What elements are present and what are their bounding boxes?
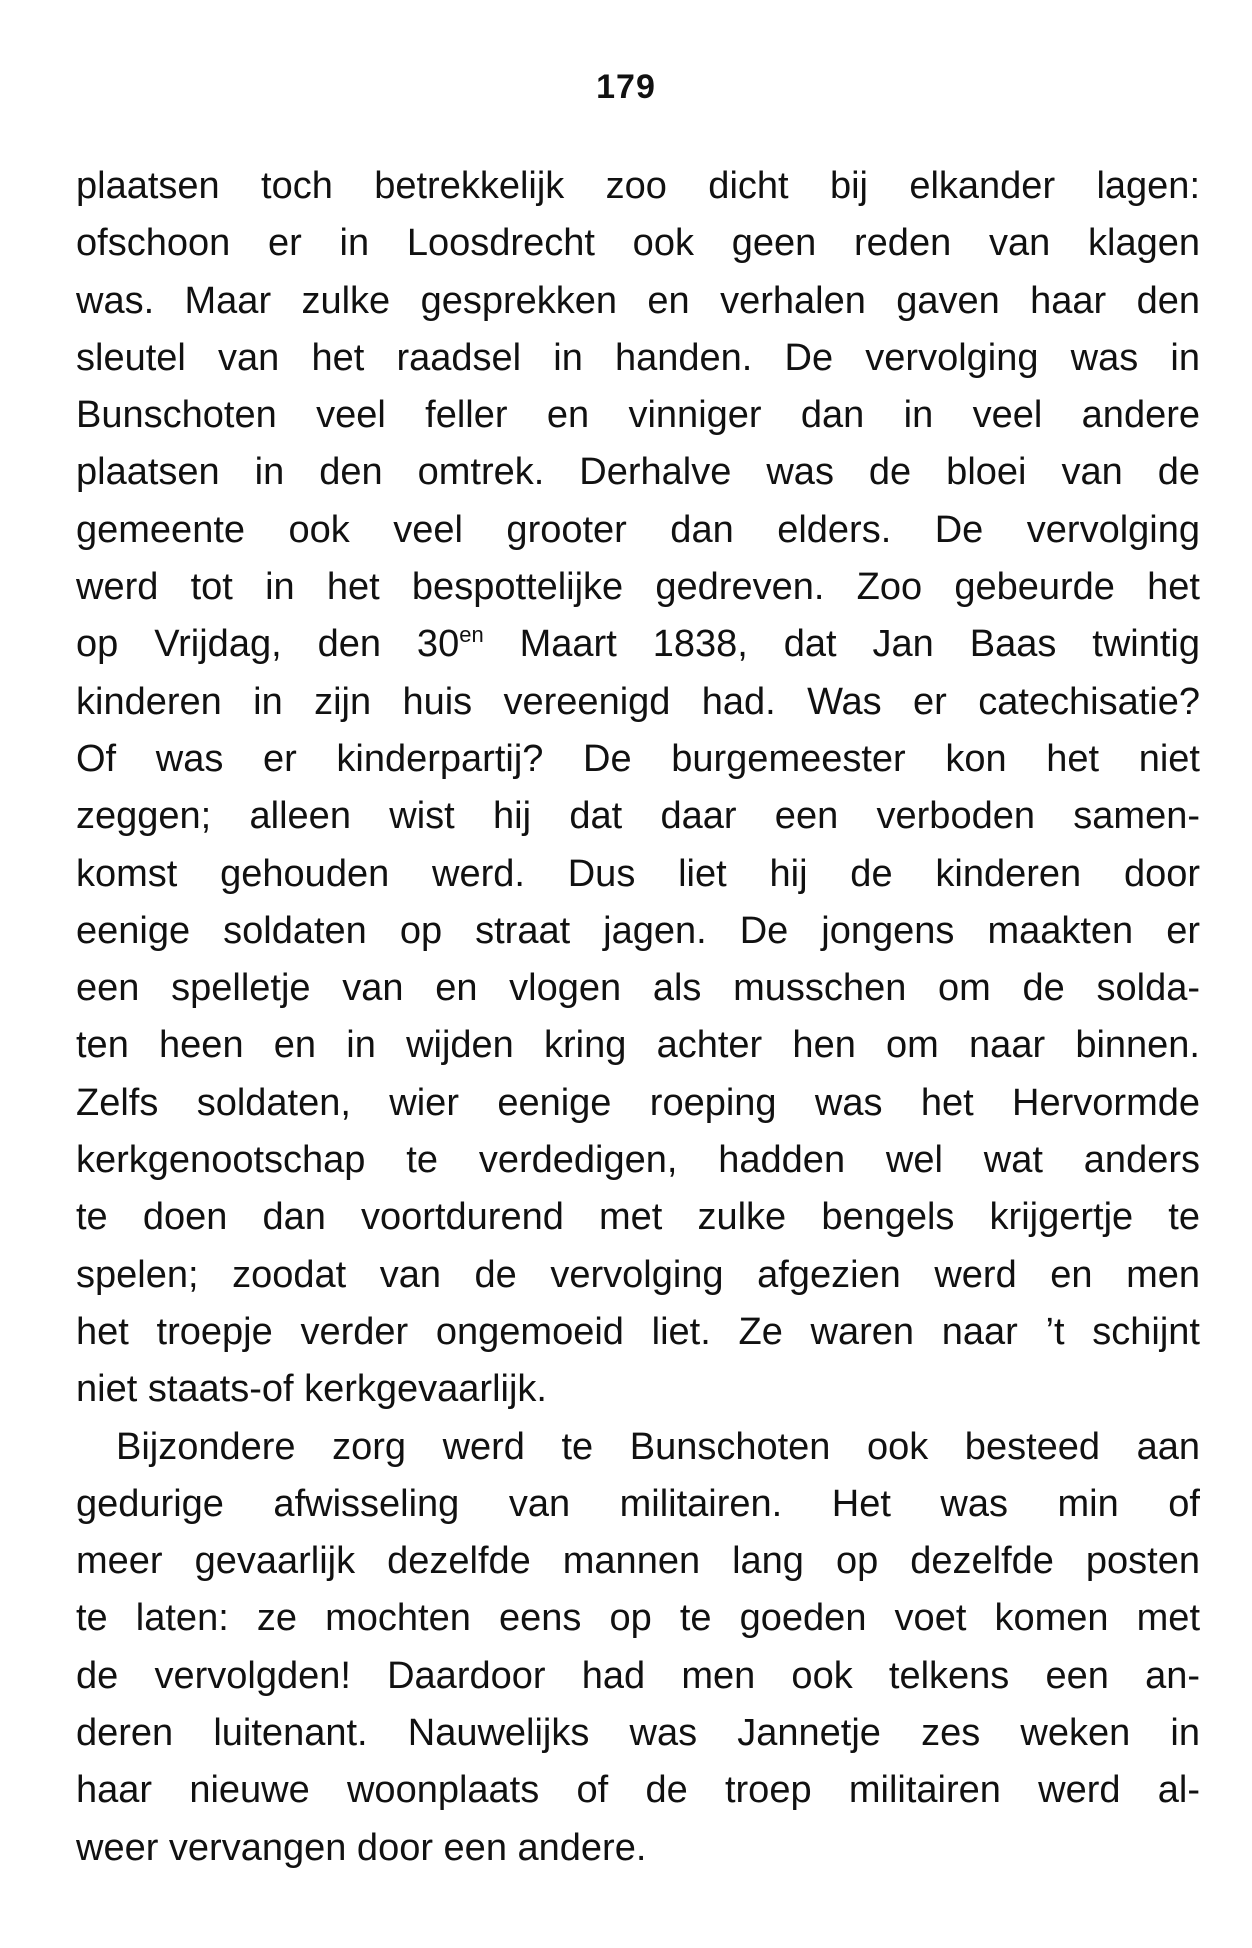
text-line: haar nieuwe woonplaats of de troep militairen werd al- — [76, 1769, 1200, 1812]
text-line: kinderen in zijn huis vereenigd had. Was er catechisatie? — [76, 680, 1200, 723]
text-line: Zelfs soldaten, wier eenige roeping was het Hervormde — [76, 1081, 1200, 1124]
text-line: kerkgenootschap te verdedigen, hadden wel wat anders — [76, 1139, 1200, 1182]
text-line: sleutel van het raadsel in handen. De vervolging was in — [76, 336, 1200, 379]
text-line: niet staats-of kerkgevaarlijk. — [76, 1368, 547, 1411]
text-line: spelen; zoodat van de vervolging afgezien werd en men — [76, 1253, 1200, 1296]
text-line: deren luitenant. Nauwelijks was Jannetje zes weken in — [76, 1712, 1200, 1755]
paragraph-1 — [76, 158, 1200, 1419]
text-line: plaatsen in den omtrek. Derhalve was de bloei van de — [76, 451, 1200, 494]
text-line: ofschoon er in Loosdrecht ook geen reden van klagen — [76, 222, 1200, 265]
text-line: was. Maar zulke gesprekken en verhalen gaven haar den — [76, 279, 1200, 322]
text-line: te doen dan voortdurend met zulke bengels krijgertje te — [76, 1196, 1200, 1239]
text-line-with-superscript — [76, 616, 1200, 673]
text-line: plaatsen toch betrekkelijk zoo dicht bij elkander lagen: — [76, 165, 1200, 207]
text-line: te laten: ze mochten eens op te goeden voet komen met — [76, 1597, 1200, 1640]
text-line: ten heen en in wijden kring achter hen om naar binnen. — [76, 1024, 1200, 1067]
paragraph-2 — [76, 1419, 1200, 1877]
text-line: komst gehouden werd. Dus liet hij de kinderen door — [76, 852, 1200, 895]
text-line: een spelletje van en vlogen als musschen om de solda- — [76, 967, 1200, 1010]
text-line: eenige soldaten op straat jagen. De jongens maakten er — [76, 909, 1200, 952]
line-text: op Vrijdag, den 30 — [76, 623, 460, 666]
body-text — [76, 158, 1200, 1877]
text-line: werd tot in het bespottelijke gedreven. Zoo gebeurde het — [76, 566, 1200, 609]
text-line: Bijzondere zorg werd te Bunschoten ook besteed aan — [116, 1425, 1200, 1468]
line-text: Maart 1838, dat Jan Baas twintig — [483, 623, 1200, 666]
text-line: weer vervangen door een andere. — [76, 1826, 647, 1869]
text-line: gemeente ook veel grooter dan elders. De vervolging — [76, 508, 1200, 551]
text-line: het troepje verder ongemoeid liet. Ze waren naar ’t schijnt — [76, 1310, 1200, 1353]
page-number: 179 — [596, 68, 656, 106]
text-line: Bunschoten veel feller en vinniger dan in veel andere — [76, 394, 1200, 437]
superscript: en — [459, 622, 484, 648]
text-line: Of was er kinderpartij? De burgemeester kon het niet — [76, 737, 1200, 780]
text-line: de vervolgden! Daardoor had men ook telkens een an- — [76, 1654, 1200, 1697]
text-line: gedurige afwisseling van militairen. Het was min of — [76, 1482, 1200, 1525]
text-line: meer gevaarlijk dezelfde mannen lang op dezelfde posten — [76, 1540, 1200, 1583]
text-line: zeggen; alleen wist hij dat daar een verboden samen- — [76, 795, 1200, 838]
